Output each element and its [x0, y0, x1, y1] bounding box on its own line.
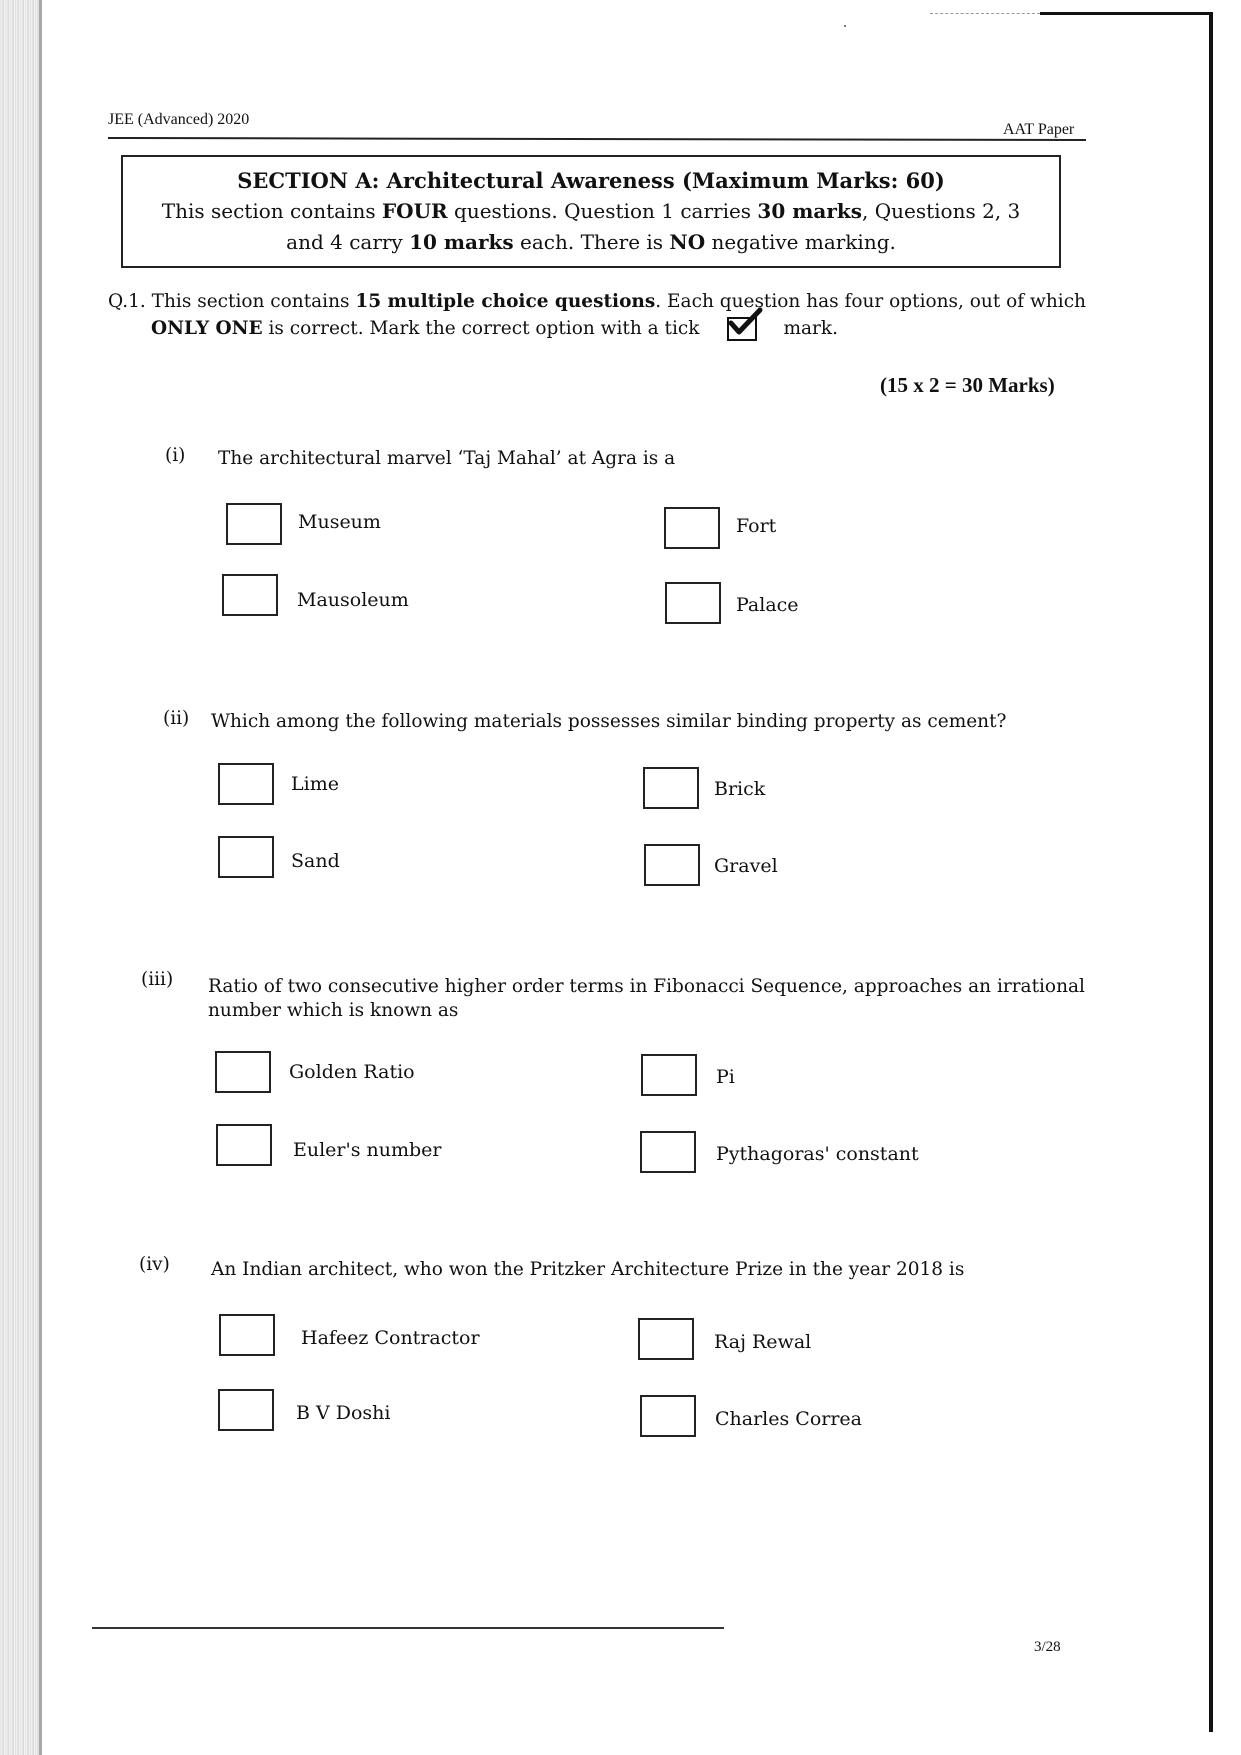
- question-number: (iv): [139, 1254, 170, 1275]
- question-text: [208, 975, 1128, 1023]
- scan-artifact: [930, 13, 1040, 14]
- section-line-2: and 4 carry 10 marks each. There is NO negative marking.: [286, 230, 896, 254]
- question-text: Which among the following materials possesses similar binding property as cement?: [211, 711, 1007, 732]
- scan-border-right: [1209, 12, 1213, 1732]
- question-number: (i): [165, 445, 186, 466]
- option-label: Golden Ratio: [289, 1061, 415, 1083]
- section-title: SECTION A: Architectural Awareness (Maximum Marks: 60): [237, 168, 945, 193]
- option-label: Fort: [736, 515, 777, 537]
- option-checkbox[interactable]: [664, 507, 720, 549]
- option-checkbox[interactable]: [222, 574, 278, 616]
- option-label: Sand: [291, 850, 340, 872]
- option-checkbox[interactable]: [216, 1124, 272, 1166]
- option-label: Raj Rewal: [714, 1331, 812, 1353]
- option-checkbox[interactable]: [218, 763, 274, 805]
- option-checkbox[interactable]: [640, 1131, 696, 1173]
- option-checkbox[interactable]: [219, 1314, 275, 1356]
- option-label: Hafeez Contractor: [301, 1327, 480, 1349]
- section-line-1: This section contains FOUR questions. Question 1 carries 30 marks, Questions 2, 3: [161, 199, 1021, 223]
- instructions-line-1: Q.1. This section contains 15 multiple choice questions. Each question has four options, out of which: [108, 291, 1086, 312]
- option-label: Palace: [736, 594, 799, 616]
- question-number: (ii): [163, 708, 190, 729]
- header-paper-name: AAT Paper: [1003, 121, 1075, 138]
- option-label: Pi: [716, 1066, 735, 1088]
- option-checkbox[interactable]: [218, 836, 274, 878]
- option-label: Pythagoras' constant: [716, 1143, 919, 1165]
- question-1-instructions: [108, 288, 1088, 342]
- scan-edge: [0, 0, 42, 1755]
- option-label: Museum: [298, 511, 381, 533]
- tick-mark-icon: [727, 317, 757, 341]
- option-label: Euler's number: [293, 1139, 442, 1161]
- marks-total: (15 x 2 = 30 Marks): [880, 373, 1055, 397]
- section-instructions-box: [121, 155, 1061, 268]
- scan-border-top: [1040, 12, 1212, 15]
- option-checkbox[interactable]: [218, 1389, 274, 1431]
- question-number: (iii): [141, 969, 174, 990]
- option-checkbox[interactable]: [644, 844, 700, 886]
- option-checkbox[interactable]: [226, 503, 282, 545]
- option-checkbox[interactable]: [215, 1051, 271, 1093]
- question-text-line-2: number which is known as: [208, 1000, 459, 1021]
- option-label: Charles Correa: [715, 1408, 863, 1430]
- option-checkbox[interactable]: [640, 1395, 696, 1437]
- question-text: An Indian architect, who won the Pritzker Architecture Prize in the year 2018 is: [211, 1259, 965, 1280]
- option-label: Gravel: [714, 855, 778, 877]
- option-checkbox[interactable]: [665, 582, 721, 624]
- option-checkbox[interactable]: [641, 1054, 697, 1096]
- option-label: B V Doshi: [296, 1402, 391, 1424]
- question-text-line-1: Ratio of two consecutive higher order terms in Fibonacci Sequence, approaches an irrational: [208, 976, 1085, 997]
- instructions-line-2: ONLY ONE is correct. Mark the correct option with a tick mark.: [108, 315, 1088, 342]
- option-label: Mausoleum: [297, 589, 409, 611]
- header-rule: [108, 137, 1086, 141]
- option-checkbox[interactable]: [643, 767, 699, 809]
- option-checkbox[interactable]: [638, 1318, 694, 1360]
- scan-speck: [844, 25, 846, 27]
- option-label: Brick: [714, 778, 766, 800]
- page-number: 3/28: [1034, 1639, 1061, 1655]
- header-exam-name: JEE (Advanced) 2020: [108, 111, 250, 128]
- option-label: Lime: [291, 773, 339, 795]
- question-text: The architectural marvel ‘Taj Mahal’ at Agra is a: [218, 448, 676, 469]
- footer-rule: [92, 1627, 724, 1629]
